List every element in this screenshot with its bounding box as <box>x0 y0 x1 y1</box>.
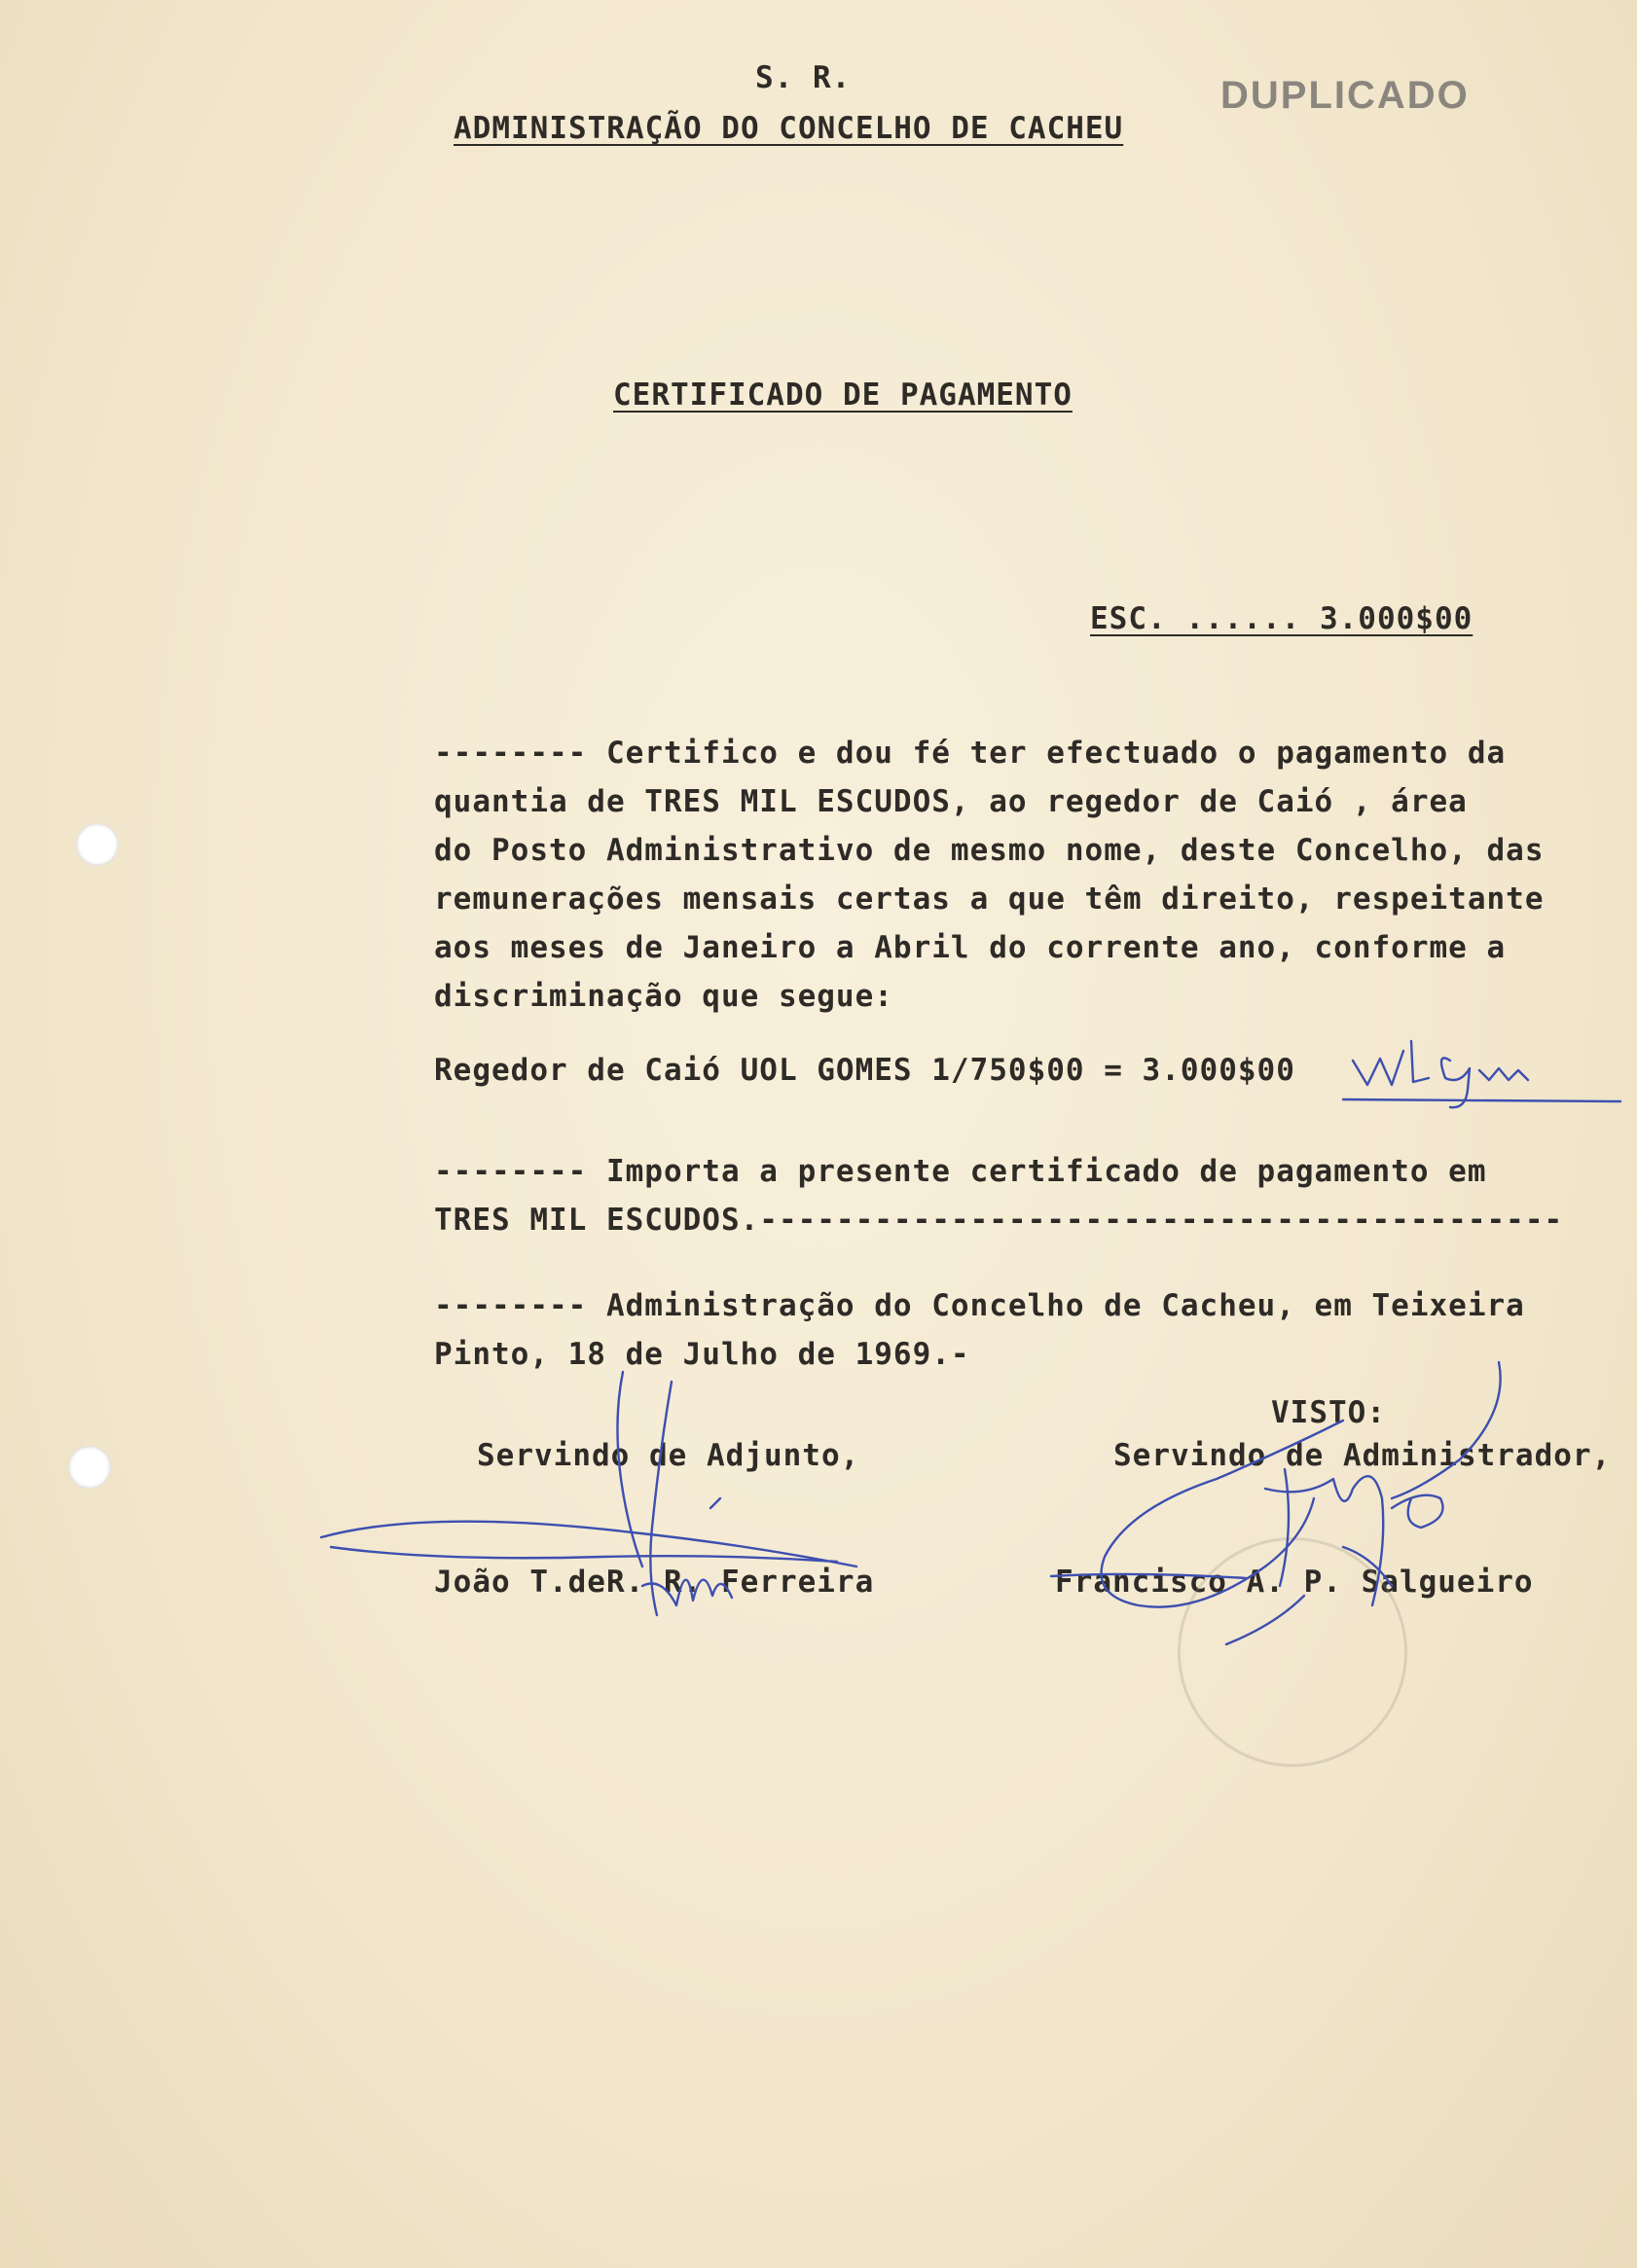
text-line: aos meses de Janeiro a Abril do corrente ano, conforme a <box>434 930 1507 965</box>
amount-line: ESC. ...... 3.000$00 <box>1090 601 1473 636</box>
text-line: discriminação que segue: <box>434 979 893 1014</box>
text-line: TRES MIL ESCUDOS.------------------------------------------ <box>434 1203 1564 1238</box>
text-line: quantia de TRES MIL ESCUDOS, ao regedor de Caió , área <box>434 784 1468 819</box>
detail-line: Regedor de Caió UOL GOMES 1/750$00 = 3.000$00 <box>434 1053 1295 1088</box>
right-signature <box>1051 1352 1577 1683</box>
text-line: do Posto Administrativo de mesmo nome, deste Concelho, das <box>434 833 1545 868</box>
right-signer-name: Francisco A. P. Salgueiro <box>1055 1565 1534 1600</box>
header-sr: S. R. <box>755 60 852 95</box>
text-line: remunerações mensais certas a que têm direito, respeitante <box>434 882 1545 917</box>
duplicado-stamp: DUPLICADO <box>1220 74 1470 117</box>
punch-hole <box>76 823 119 866</box>
text-line: -------- Administração do Concelho de Cacheu, em Teixeira <box>434 1288 1525 1323</box>
text-line: -------- Importa a presente certificado de pagamento em <box>434 1154 1487 1189</box>
text-line: -------- Certifico e dou fé ter efectuado o pagamento da <box>434 736 1507 771</box>
left-signer-role: Servindo de Adjunto, <box>477 1438 860 1473</box>
text-line: Pinto, 18 de Julho de 1969.- <box>434 1337 970 1372</box>
handwritten-initials <box>1343 1031 1625 1109</box>
left-signature <box>311 1362 856 1654</box>
visto-label: VISTO: <box>1271 1395 1386 1430</box>
document-title: CERTIFICADO DE PAGAMENTO <box>613 378 1073 413</box>
left-signer-name: João T.deR. R. Ferreira <box>434 1565 875 1600</box>
right-signer-role: Servindo de Administrador, <box>1113 1438 1612 1473</box>
header-administration: ADMINISTRAÇÃO DO CONCELHO DE CACHEU <box>454 111 1124 146</box>
punch-hole <box>68 1446 111 1489</box>
